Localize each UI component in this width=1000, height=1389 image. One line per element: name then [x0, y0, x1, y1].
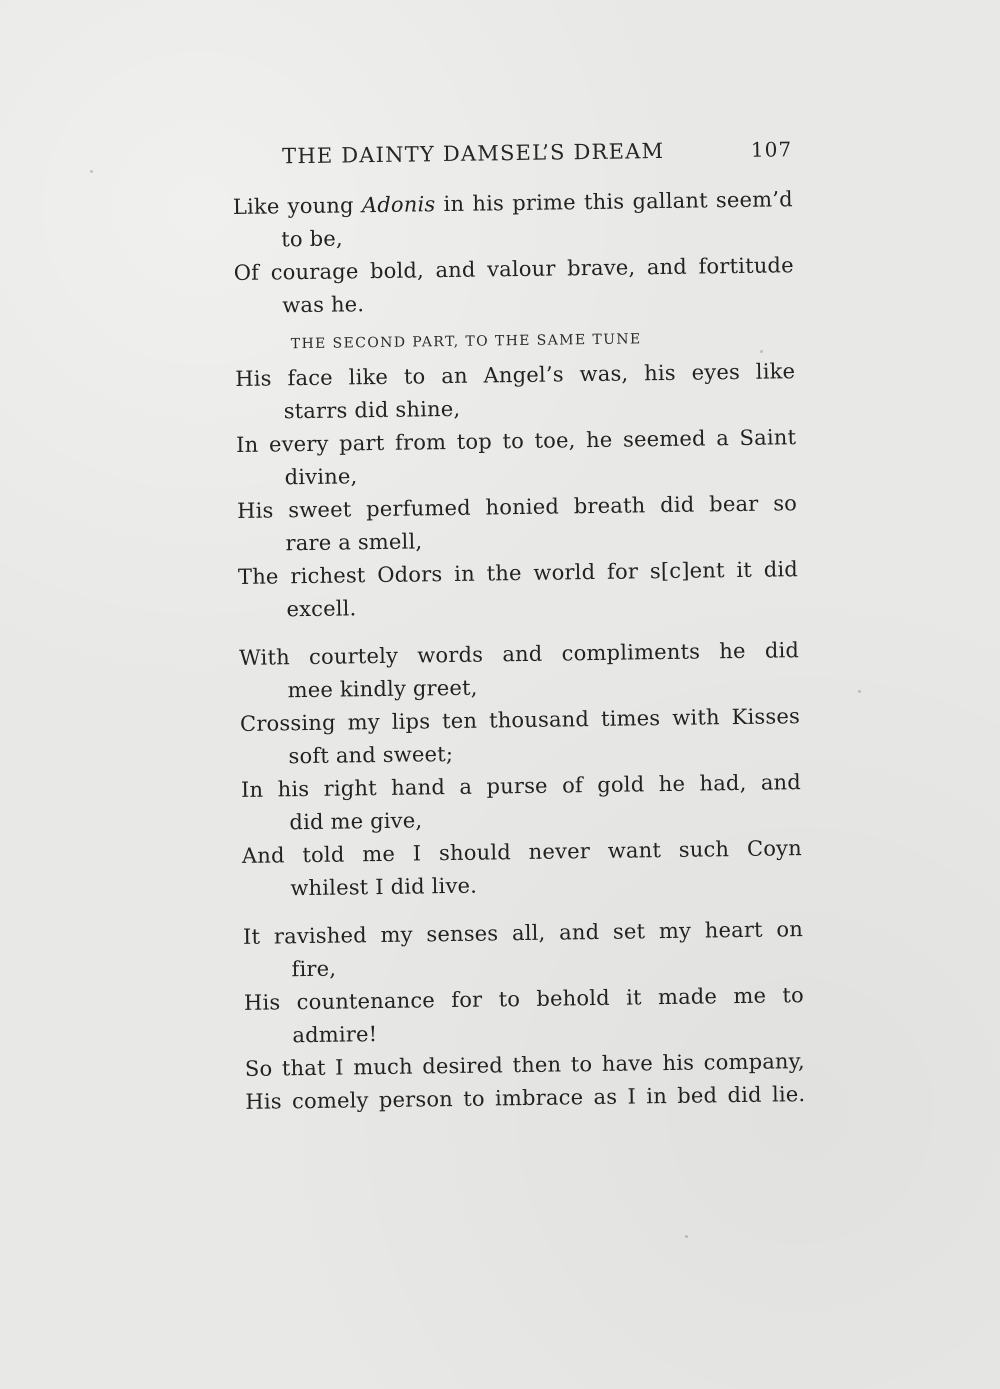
- stanza: [239, 634, 803, 906]
- verse-line-emphasis: Adonis: [361, 192, 436, 218]
- verse-line: [236, 421, 797, 495]
- verse-line-continuation: whilest I did live.: [290, 873, 478, 901]
- running-head: [232, 137, 792, 169]
- verse-line-continuation: divine,: [284, 464, 358, 490]
- verse-line-text: It ravished my senses all, and set my heart on: [242, 917, 804, 949]
- paper-speck: [858, 690, 861, 693]
- intro-stanza: [233, 183, 795, 323]
- verse-line: [240, 700, 801, 774]
- verse-line-text: His face like to an Angel’s was, his eyes like: [235, 359, 796, 391]
- running-head-title: THE DAINTY DAMSEL’S DREAM: [281, 138, 665, 169]
- verse-line: [238, 553, 799, 627]
- verse-line-text: The richest Odors in the world for s[c]ent it did: [237, 557, 799, 589]
- page-number: 107: [750, 137, 793, 162]
- verse-line-continuation: fire,: [291, 956, 337, 982]
- section-heading: THE SECOND PART, TO THE SAME TUNE: [290, 331, 642, 353]
- page-text: [232, 137, 806, 1119]
- verse-line-text: In every part from top to toe, he seemed a Saint: [236, 425, 797, 457]
- verse-line: [241, 766, 802, 840]
- verse-line: [237, 487, 798, 561]
- verse-line-continuation: to be,: [281, 226, 343, 252]
- paper-speck: [685, 1235, 688, 1238]
- verse-line-continuation: excell.: [286, 596, 357, 622]
- verse-line-continuation: was he.: [282, 292, 365, 318]
- verse-line: [242, 832, 803, 906]
- verse-line: [234, 249, 795, 323]
- verse-line-prefix: Like young: [232, 193, 363, 219]
- paper-speck: [90, 170, 93, 173]
- verse-line-suffix: in his prime this gallant seem’d: [435, 187, 793, 217]
- verse-line-continuation: did me give,: [289, 808, 423, 835]
- verse-line-continuation: mee kindly greet,: [287, 675, 478, 703]
- verse-line-text: His comely person to imbrace as I in bed did lie.: [245, 1082, 806, 1114]
- verse-line-text: So that I much desired then to have his company,: [244, 1049, 806, 1081]
- verse-line-text: And told me I should never want such Coyn: [241, 836, 803, 868]
- verse-line: [243, 913, 804, 987]
- verse-line-text: With courtely words and compliments he did: [238, 638, 800, 670]
- stanza: [243, 913, 806, 1119]
- verse-line-continuation: admire!: [292, 1022, 378, 1048]
- verse-line-text: Crossing my lips ten thousand times with Kisses: [239, 704, 801, 736]
- verse-line: [233, 183, 794, 257]
- verse-line: [245, 1078, 805, 1119]
- verse-line-continuation: starrs did shine,: [283, 396, 461, 424]
- verse-line: [235, 355, 796, 429]
- verse-line: [244, 979, 805, 1053]
- verse-line-text: Of courage bold, and valour brave, and fortitude: [233, 253, 794, 285]
- verse-line-text: His sweet perfumed honied breath did bear so: [236, 491, 798, 523]
- verse-line-text: His countenance for to behold it made me to: [243, 983, 805, 1015]
- stanza: [235, 355, 799, 627]
- verse-line-text: In his right hand a purse of gold he had, and: [240, 770, 802, 802]
- verse-line: [239, 634, 800, 708]
- verse-line-continuation: soft and sweet;: [288, 741, 454, 769]
- verse-line-continuation: rare a smell,: [285, 529, 423, 556]
